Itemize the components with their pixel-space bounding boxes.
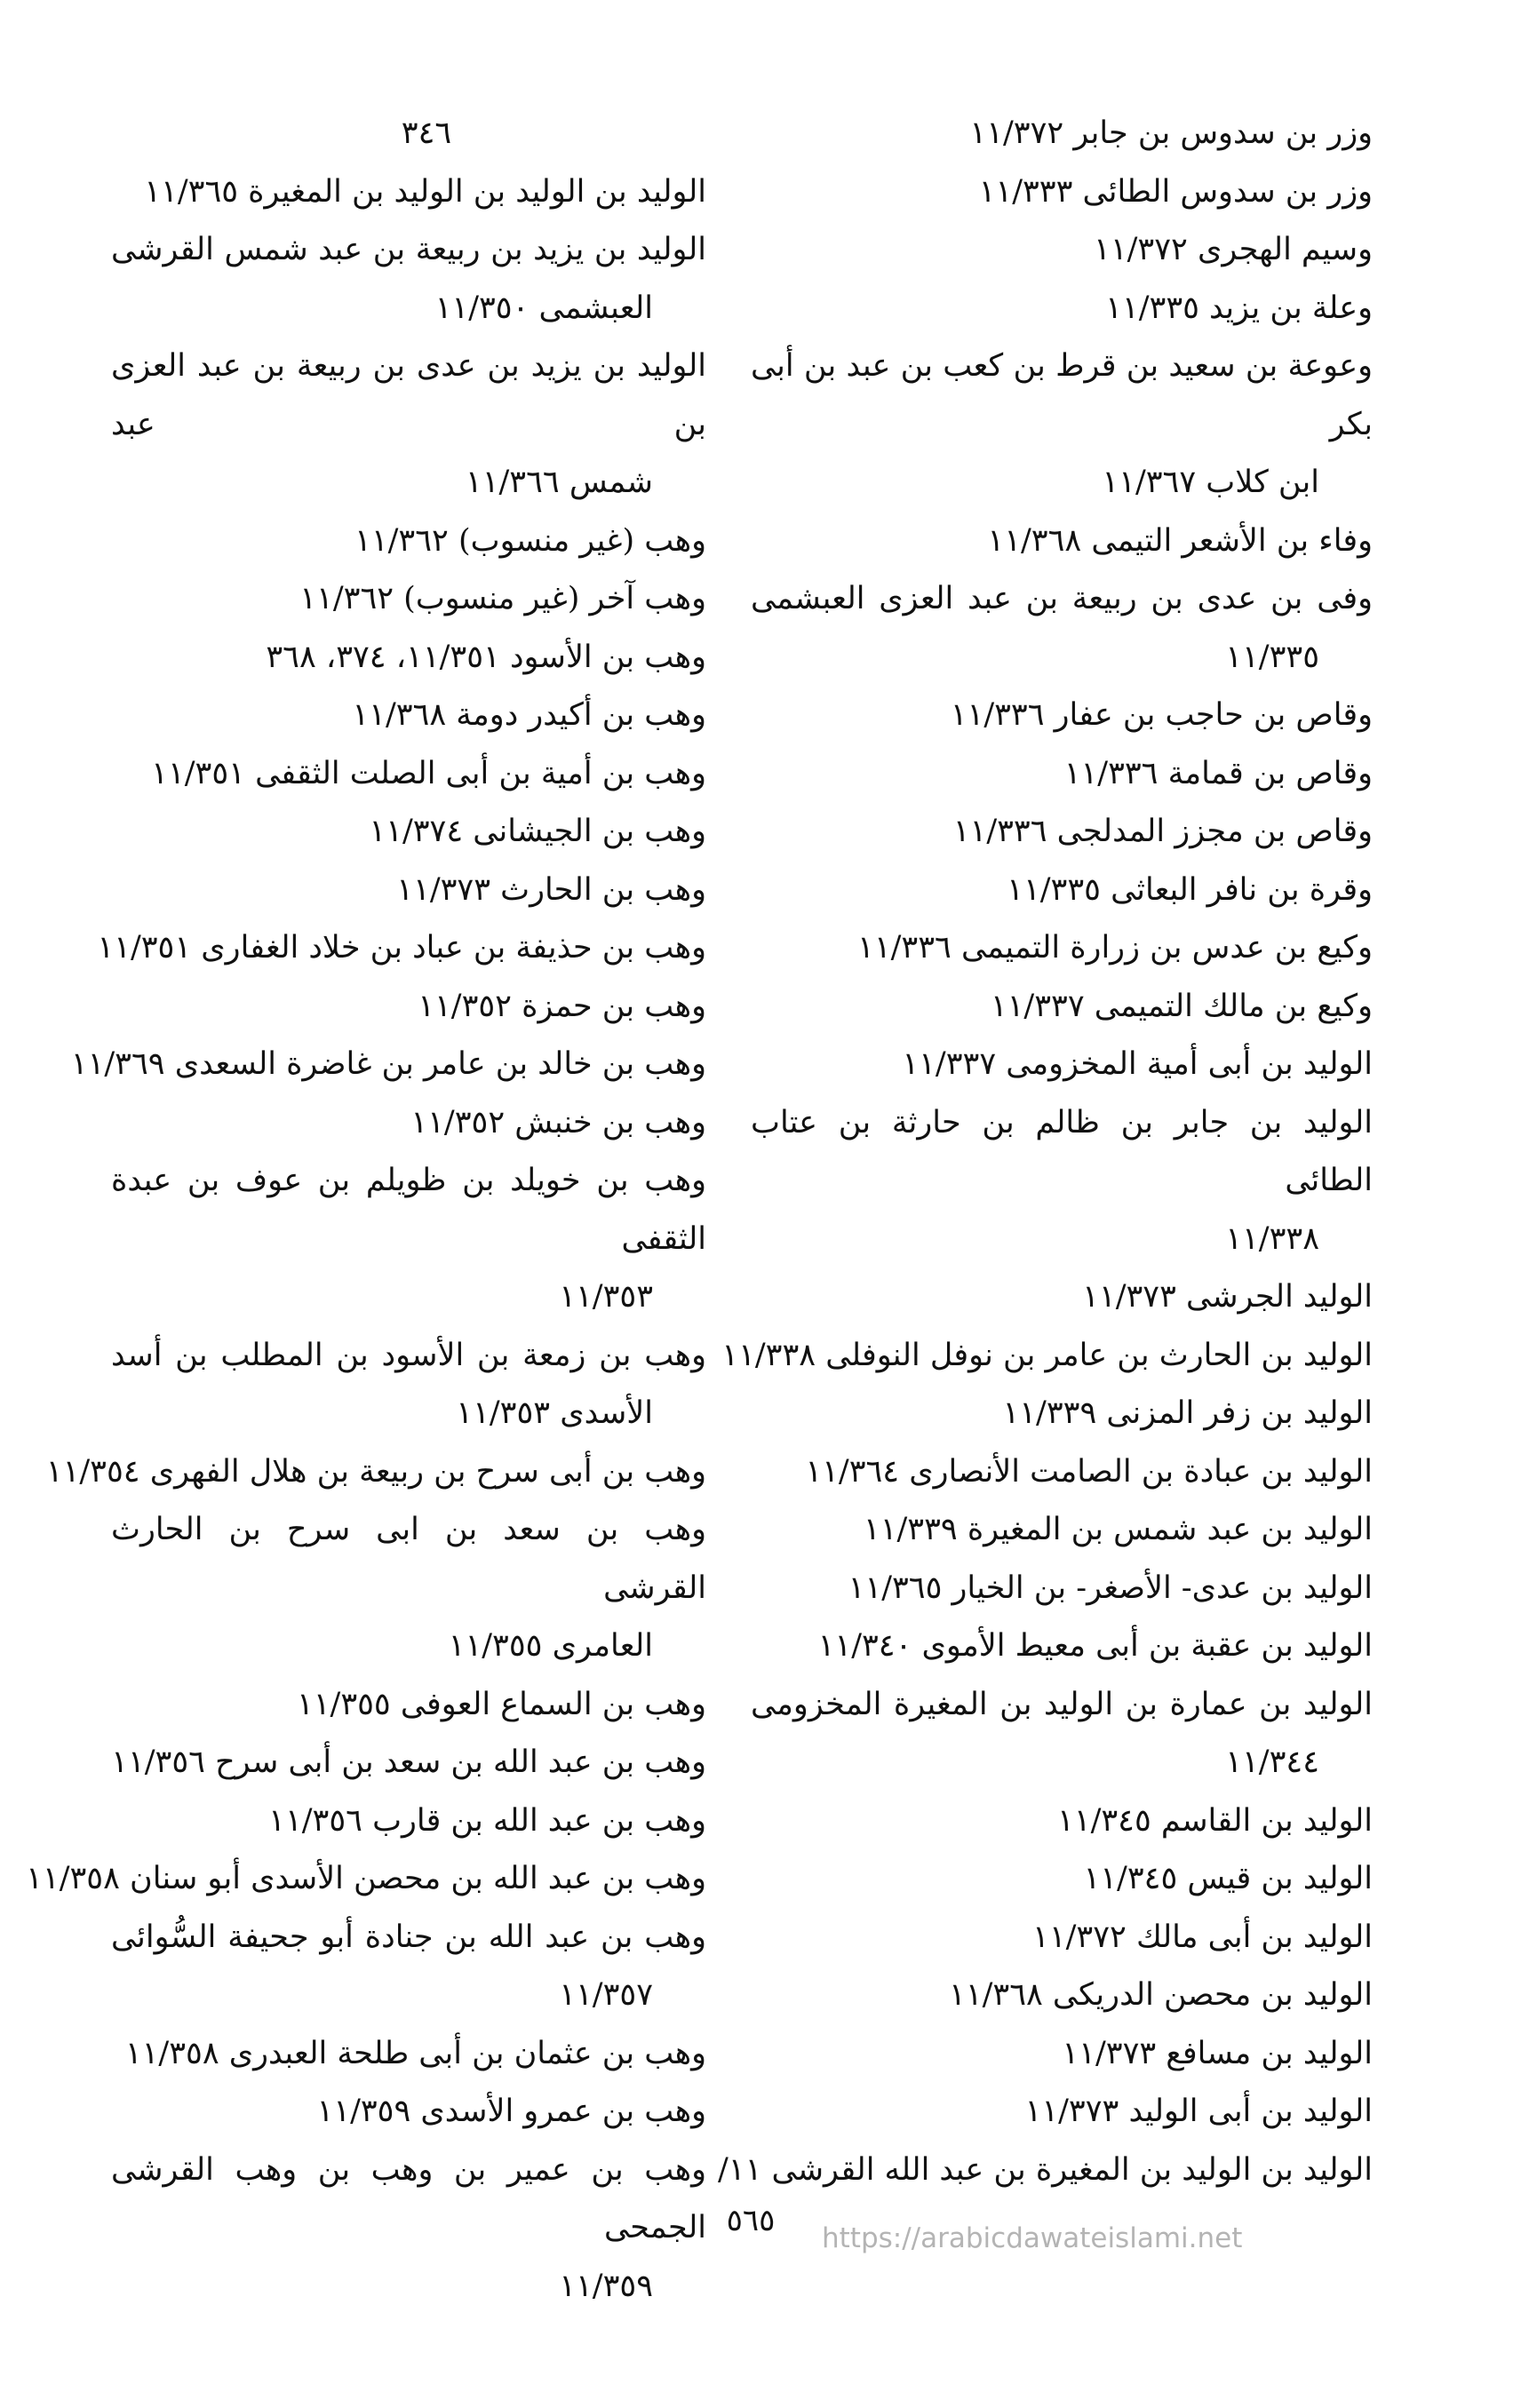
index-entry — [751, 1909, 1373, 1967]
entry-text: وفى بن عدى بن ربيعة بن عبد العزى العبشمى — [751, 581, 1373, 616]
entry-continuation: ١١/٣٤٤ — [1225, 1744, 1319, 1780]
index-entry — [751, 919, 1373, 978]
index-entry — [111, 163, 706, 222]
entry-text: وهب بن عبد الله بن قارب ١١/٣٥٦ — [268, 1802, 706, 1839]
entry-text: وسيم الهجرى ١١/٣٧٢ — [1094, 232, 1373, 267]
entry-text: الوليد بن يزيد بن ربيعة بن عبد شمس القرشى — [111, 232, 706, 267]
index-entry — [111, 978, 706, 1037]
entry-text: وعلة بن يزيد ١١/٣٣٥ — [1105, 290, 1373, 326]
entry-text: وهب (غير منسوب) ١١/٣٦٢ — [354, 522, 706, 559]
index-entry — [111, 570, 706, 629]
entry-text: وهب بن عبد الله بن محصن الأسدى أبو سنان ١١/٣٥٨ — [26, 1861, 706, 1896]
index-entry — [751, 221, 1373, 280]
index-column-left — [26, 105, 706, 2316]
entry-text: وهب بن خويلد بن ظويلم بن عوف بن عبدة الثقفى — [111, 1163, 706, 1257]
index-entry — [751, 1094, 1373, 1269]
entry-text: وهب بن عمير بن وهب بن وهب القرشى الجمحى — [111, 2151, 706, 2245]
index-entry — [721, 1327, 1373, 1386]
entry-text: وزر بن سدوس الطائى ١١/٣٣٣ — [978, 173, 1373, 210]
entry-text: الوليد بن جابر بن ظالم بن حارثة بن عتاب الطائى — [751, 1104, 1373, 1198]
index-entry — [751, 1617, 1373, 1676]
entry-text: وكيع بن عدس بن زرارة التميمى ١١/٣٣٦ — [857, 930, 1373, 966]
entry-text: وهب بن الحارث ١١/٣٧٣ — [396, 871, 706, 908]
entry-text: وهب بن زمعة بن الأسود بن المطلب بن أسد — [111, 1337, 706, 1373]
entry-text: الوليد بن الحارث بن عامر بن نوفل النوفلى ١١/٣٣٨ — [721, 1337, 1373, 1373]
entry-continuation: ١١/٣٣٥ — [1225, 639, 1319, 675]
column-continuation-number: ٣٤٦ — [401, 115, 452, 151]
entry-text: الوليد بن قيس ١١/٣٤٥ — [1083, 1861, 1373, 1896]
index-entry — [751, 1385, 1373, 1443]
index-entry — [111, 1792, 706, 1851]
index-entry — [111, 745, 706, 804]
index-entry — [26, 1850, 706, 1909]
index-entry — [751, 1268, 1373, 1327]
index-entry — [751, 1560, 1373, 1618]
entry-text: الوليد بن أبى الوليد ١١/٣٧٣ — [1024, 2094, 1373, 2129]
entry-text: وهب بن خنبش ١١/٣٥٢ — [410, 1104, 706, 1140]
index-entry — [45, 1443, 706, 1502]
entry-continuation: ١١/٣٥٣ — [559, 1279, 653, 1315]
index-entry — [751, 513, 1373, 571]
entry-continuation: شمس ١١/٣٦٦ — [465, 465, 653, 500]
index-entry — [111, 513, 706, 571]
entry-continuation: العبشمى ١١/٣٥٠ — [434, 290, 653, 326]
index-entry — [751, 1792, 1373, 1851]
index-entry — [751, 280, 1373, 338]
index-entry — [111, 338, 706, 513]
index-entry — [751, 978, 1373, 1037]
index-entry — [111, 1734, 706, 1792]
entry-text: وقاص بن مجزز المدلجى ١١/٣٣٦ — [952, 814, 1373, 849]
index-entry — [111, 803, 706, 862]
index-entry — [751, 1850, 1373, 1909]
index-entry — [111, 687, 706, 745]
index-entry — [751, 687, 1373, 745]
entry-text: وكيع بن مالك التميمى ١١/٣٣٧ — [990, 988, 1373, 1024]
index-entry — [751, 862, 1373, 920]
entry-text: الوليد بن الوليد بن الوليد بن المغيرة ١١/٣٦٥ — [144, 173, 706, 210]
page-number: ٥٦٥ — [726, 2203, 776, 2238]
entry-text: الوليد بن عبد شمس بن المغيرة ١١/٣٣٩ — [863, 1512, 1373, 1547]
entry-text: وهب بن الجيشانى ١١/٣٧٤ — [369, 814, 706, 849]
entry-text: وفاء بن الأشعر التيمى ١١/٣٦٨ — [987, 522, 1373, 559]
index-entry — [111, 1327, 706, 1443]
index-entry — [751, 105, 1373, 163]
index-entry — [97, 919, 706, 978]
entry-text: وهب آخر (غير منسوب) ١١/٣٦٢ — [299, 581, 706, 616]
entry-text: وعوعة بن سعيد بن قرط بن كعب بن عبد بن أبى بكر — [751, 348, 1373, 442]
index-entry — [111, 2083, 706, 2142]
entry-text: الوليد بن مسافع ١١/٣٧٣ — [1062, 2035, 1373, 2071]
entry-text: وهب بن أمية بن أبى الصلت الثقفى ١١/٣٥١ — [151, 755, 706, 791]
entry-text: الوليد بن يزيد بن عدى بن ربيعة بن عبد العزى بن عبد — [111, 348, 706, 442]
entry-text: وهب بن عمرو الأسدى ١١/٣٥٩ — [316, 2094, 706, 2129]
entry-text: وهب بن أكيدر دومة ١١/٣٦٨ — [352, 697, 706, 733]
watermark-url[interactable]: https://arabicdawateislami.net — [822, 2222, 1243, 2254]
entry-text: الوليد بن محصن الدريكى ١١/٣٦٨ — [949, 1977, 1373, 2013]
index-entry — [111, 1501, 706, 1676]
entry-continuation: الأسدى ١١/٣٥٣ — [456, 1395, 653, 1431]
index-entry — [111, 629, 706, 687]
entry-text: وهب بن أبى سرح بن ربيعة بن هلال الفهرى ١١/٣٥٤ — [45, 1453, 706, 1490]
entry-text: وهب بن حذيفة بن عباد بن خلاد الغفارى ١١/٣٥١ — [97, 930, 706, 966]
index-entry — [751, 570, 1373, 687]
entry-text: وهب بن خالد بن عامر بن غاضرة السعدى ١١/٣٦٩ — [70, 1046, 706, 1082]
entry-text: الوليد بن عقبة بن أبى معيط الأموى ١١/٣٤٠ — [817, 1628, 1373, 1664]
entry-continuation: العامرى ١١/٣٥٥ — [448, 1628, 653, 1664]
index-entry — [751, 338, 1373, 513]
index-entry — [751, 1676, 1373, 1792]
index-entry — [751, 1036, 1373, 1094]
index-entry — [111, 1676, 706, 1735]
entry-continuation: ابن كلاب ١١/٣٦٧ — [1102, 465, 1319, 500]
index-entry — [111, 1152, 706, 1327]
entry-text: وهب بن حمزة ١١/٣٥٢ — [418, 988, 706, 1024]
entry-text: وهب بن الأسود ١١/٣٥١، ٣٧٤، ٣٦٨ — [266, 639, 706, 675]
index-entry — [751, 803, 1373, 862]
index-entry — [751, 1501, 1373, 1560]
index-column-right — [718, 105, 1373, 2199]
entry-continuation: ١١/٣٥٧ — [559, 1977, 653, 2013]
entry-text: وزر بن سدوس بن جابر ١١/٣٧٢ — [969, 115, 1373, 151]
entry-text: وهب بن سعد بن ابى سرح بن الحارث القرشى — [111, 1512, 706, 1606]
entry-text: الوليد بن عدى- الأصغر- بن الخيار ١١/٣٦٥ — [848, 1570, 1373, 1606]
entry-text: الوليد بن القاسم ١١/٣٤٥ — [1056, 1802, 1373, 1839]
index-entry — [718, 2142, 1373, 2200]
entry-text: الوليد بن الوليد بن المغيرة بن عبد الله القرشى ١١/ — [718, 2151, 1373, 2188]
index-entry — [751, 1443, 1373, 1502]
entry-text: الوليد بن أبى أمية المخزومى ١١/٣٣٧ — [902, 1046, 1373, 1082]
entry-text: الوليد بن زفر المزنى ١١/٣٣٩ — [1002, 1395, 1373, 1431]
entry-continuation: ١١/٣٥٩ — [559, 2268, 653, 2304]
index-entry — [111, 2142, 706, 2317]
entry-continuation: ١١/٣٣٨ — [1225, 1220, 1319, 1257]
entry-text: وهب بن السماع العوفى ١١/٣٥٥ — [296, 1686, 706, 1722]
entry-text: الوليد بن أبى مالك ١١/٣٧٢ — [1032, 1919, 1373, 1955]
index-entry — [751, 2083, 1373, 2142]
entry-text: الوليد بن عبادة بن الصامت الأنصارى ١١/٣٦٤ — [805, 1453, 1373, 1490]
index-entry — [751, 1967, 1373, 2025]
entry-text: وهب بن عثمان بن أبى طلحة العبدرى ١١/٣٥٨ — [124, 2035, 706, 2071]
entry-text: الوليد بن عمارة بن الوليد بن المغيرة المخزومى — [751, 1686, 1373, 1722]
index-entry — [111, 221, 706, 338]
entry-text: وقرة بن نافر البعاثى ١١/٣٣٥ — [1007, 871, 1373, 908]
index-entry — [111, 862, 706, 920]
index-entry — [111, 1909, 706, 2025]
index-entry — [111, 1094, 706, 1153]
entry-text: وقاص بن حاجب بن عفار ١١/٣٣٦ — [950, 697, 1373, 733]
entry-text: وهب بن عبد الله بن جنادة أبو جحيفة السُّوائى — [111, 1919, 706, 1955]
index-entry — [111, 2025, 706, 2084]
index-entry — [70, 1036, 706, 1094]
index-entry — [751, 163, 1373, 222]
index-entry — [751, 2025, 1373, 2084]
entry-text: وقاص بن قمامة ١١/٣٣٦ — [1063, 755, 1373, 791]
entry-text: الوليد الجرشى ١١/٣٧٣ — [1082, 1279, 1373, 1315]
entry-text: وهب بن عبد الله بن سعد بن أبى سرح ١١/٣٥٦ — [111, 1744, 706, 1780]
index-entry — [751, 745, 1373, 804]
